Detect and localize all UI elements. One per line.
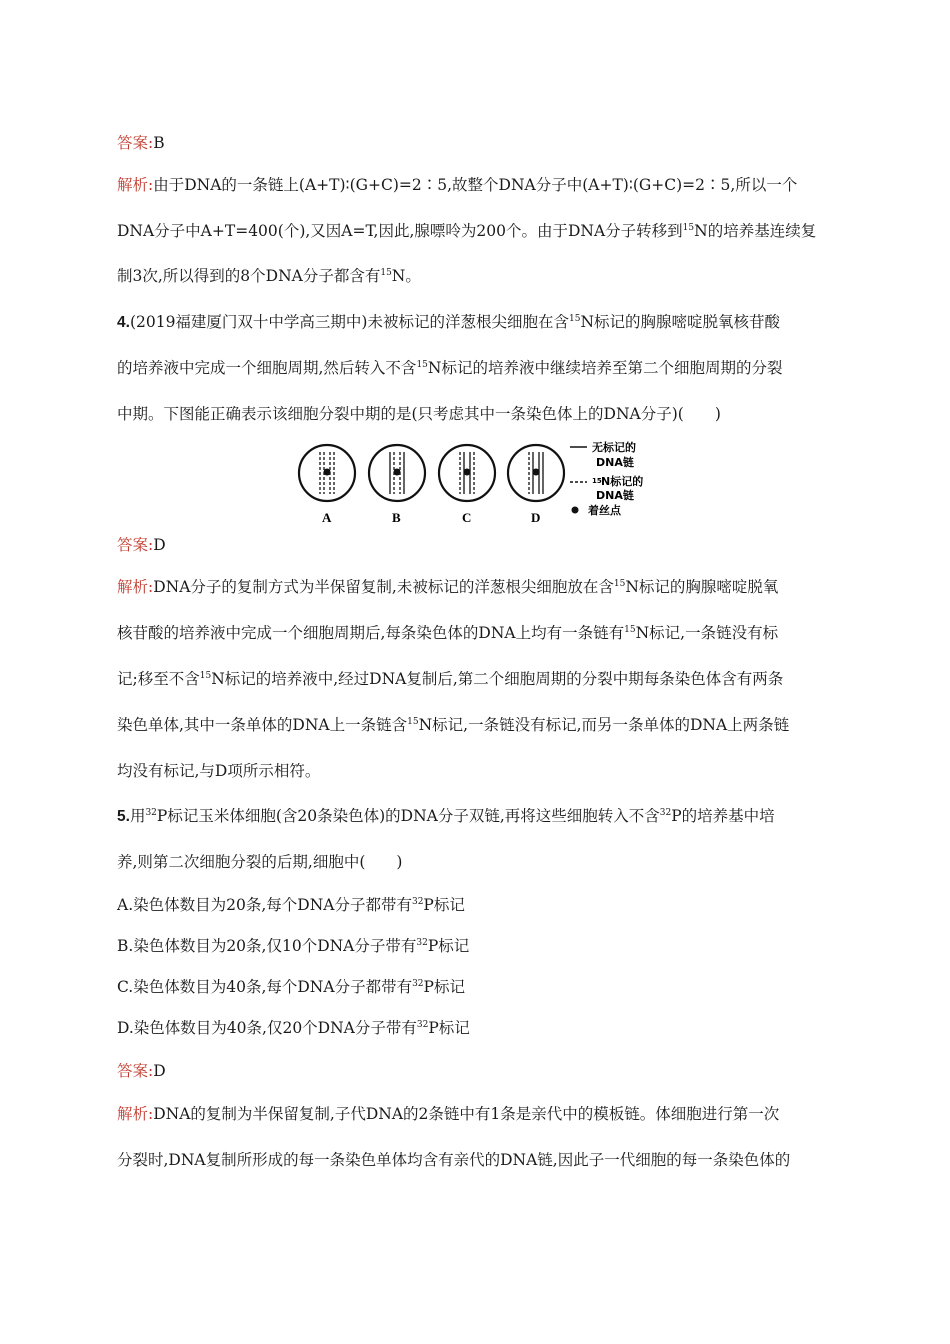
q3-answer: [117, 133, 165, 153]
option-letter-c: C: [462, 510, 472, 525]
answer-label: 答案:: [117, 536, 154, 554]
question-number: 4.: [117, 314, 130, 331]
cell-b: [369, 445, 425, 501]
q4-analysis-line: 解析:DNA分子的复制方式为半保留复制,未被标记的洋葱根尖细胞放在含$^{15}$N标记的胸腺嘧啶脱氧: [117, 578, 779, 596]
answer-value: B: [153, 134, 165, 152]
analysis-label: 解析:: [117, 578, 154, 596]
svg-text:着丝点: 着丝点: [588, 504, 621, 517]
q5-option-c: C.染色体数目为40条,每个DNA分子都带有$^{32}$P标记: [117, 978, 465, 996]
q5-stem-line: 养,则第二次细胞分裂的后期,细胞中( ): [117, 853, 403, 871]
figure-legend: [570, 440, 643, 517]
q5-stem-line: 5.用$^{32}$P标记玉米体细胞(含20条染色体)的DNA分子双链,再将这些细胞转入不含$^{32}$P的培养基中培: [117, 807, 775, 825]
analysis-label: 解析:: [117, 1105, 154, 1123]
q4-analysis-line: 均没有标记,与D项所示相符。: [117, 762, 321, 780]
svg-text:无标记的: 无标记的: [592, 441, 636, 454]
centromere-dot: [324, 469, 331, 476]
svg-text:N标记的: N标记的: [601, 475, 644, 488]
centromere-dot: [533, 469, 540, 476]
q3-analysis-line: DNA分子中A+T=400(个),又因A=T,因此,腺嘌呤为200个。由于DNA分子转移到$^{15}$N的培养基连续复: [117, 222, 817, 240]
q5-analysis-line: 解析:DNA的复制为半保留复制,子代DNA的2条链中有1条是亲代中的模板链。体细胞进行第一次: [117, 1105, 780, 1123]
answer-value: D: [153, 536, 166, 554]
q4-stem-line: 中期。下图能正确表示该细胞分裂中期的是(只考虑其中一条染色体上的DNA分子)( ): [117, 405, 721, 423]
svg-text:DNA链: DNA链: [596, 456, 634, 469]
q5-option-d: D.染色体数目为40条,仅20个DNA分子带有$^{32}$P标记: [117, 1019, 470, 1037]
q5-option-b: B.染色体数目为20条,仅10个DNA分子带有$^{32}$P标记: [117, 937, 470, 955]
q4-answer: [117, 535, 166, 555]
q4-analysis-line: 记;移至不含$^{15}$N标记的培养液中,经过DNA复制后,第二个细胞周期的分裂中期每条染色体含有两条: [117, 670, 784, 688]
cell-c: [439, 445, 495, 501]
q3-analysis-line: 解析:由于DNA的一条链上(A+T)∶(G+C)=2∶5,故整个DNA分子中(A+T)∶(G+C)=2∶5,所以一个: [117, 176, 798, 194]
centromere-legend-icon: [572, 507, 579, 514]
question-number: 5.: [117, 808, 130, 825]
option-letter-a: A: [322, 510, 332, 525]
cell-a: [299, 445, 355, 501]
centromere-dot: [394, 469, 401, 476]
chromosome-figure: [296, 439, 666, 533]
q4-stem-line: 4.(2019福建厦门双十中学高三期中)未被标记的洋葱根尖细胞在含$^{15}$N标记的胸腺嘧啶脱氧核苷酸: [117, 313, 781, 331]
q5-analysis-line: 分裂时,DNA复制所形成的每一条染色单体均含有亲代的DNA链,因此子一代细胞的每一条染色体的: [117, 1151, 791, 1169]
option-letter-d: D: [531, 510, 541, 525]
centromere-dot: [464, 469, 471, 476]
answer-label: 答案:: [117, 134, 154, 152]
cell-d: [508, 445, 564, 501]
q4-analysis-line: 染色单体,其中一条单体的DNA上一条链含$^{15}$N标记,一条链没有标记,而另一条单体的DNA上两条链: [117, 716, 790, 734]
option-letter-b: B: [392, 510, 401, 525]
q3-analysis-line: 制3次,所以得到的8个DNA分子都含有$^{15}$N。: [117, 267, 421, 285]
answer-label: 答案:: [117, 1062, 154, 1080]
q4-stem-line: 的培养液中完成一个细胞周期,然后转入不含$^{15}$N标记的培养液中继续培养至第二个细胞周期的分裂: [117, 359, 783, 377]
q4-analysis-line: 核苷酸的培养液中完成一个细胞周期后,每条染色体的DNA上均有一条链有$^{15}$N标记,一条链没有标: [117, 624, 779, 642]
answer-value: D: [153, 1062, 166, 1080]
svg-text:DNA链: DNA链: [596, 489, 634, 502]
q5-answer: [117, 1061, 166, 1081]
analysis-label: 解析:: [117, 176, 154, 194]
svg-text:15: 15: [592, 477, 602, 485]
q5-option-a: A.染色体数目为20条,每个DNA分子都带有$^{32}$P标记: [117, 896, 465, 914]
